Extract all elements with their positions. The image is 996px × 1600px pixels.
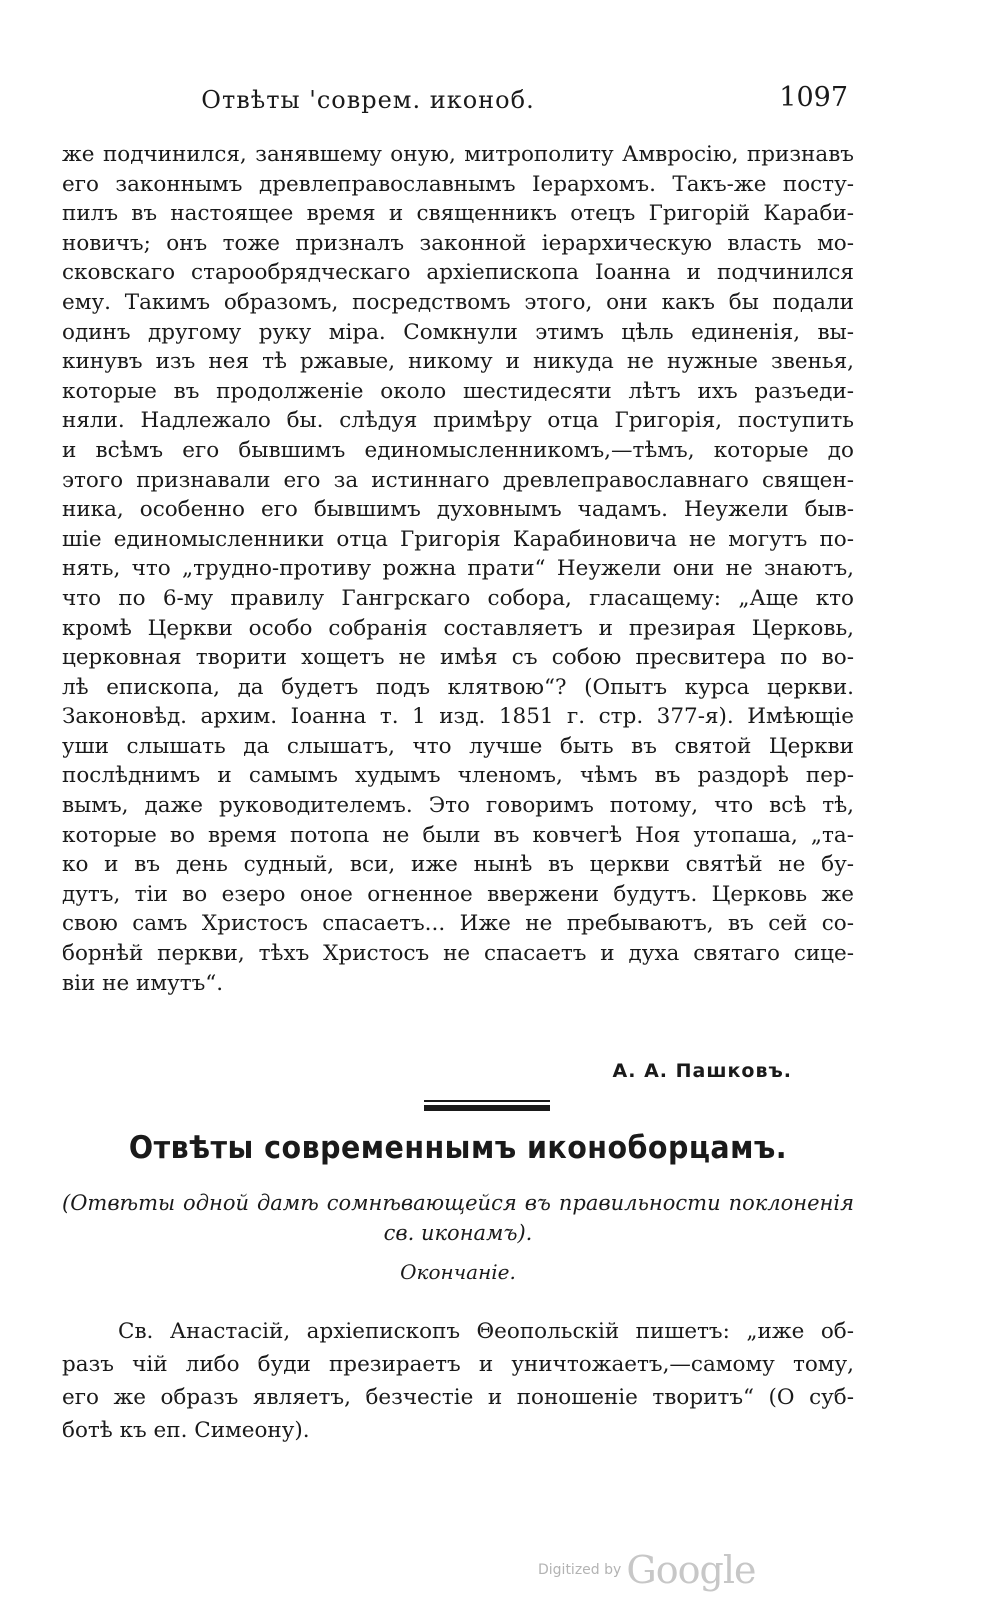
text-line: шіе единомысленники отца Григорія Карабиновича не могутъ по-	[62, 526, 854, 552]
text-line: кинувъ изъ нея тѣ ржавые, никому и никуда не нужные звенья,	[62, 349, 854, 375]
page-header	[62, 80, 854, 120]
text-line: віи не имутъ“.	[62, 970, 224, 996]
text-line: же подчинился, занявшему оную, митрополиту Амвросію, признавъ	[62, 142, 854, 167]
text-line: новичъ; онъ тоже призналъ законной іерархическую власть мо-	[62, 230, 854, 256]
text-line: его законнымъ древлеправославнымъ Іерархомъ. Такъ-же посту-	[62, 171, 854, 197]
text-line: уши слышать да слышатъ, что лучше быть въ святой Церкви	[62, 733, 854, 759]
text-line: свою самъ Христосъ спасаетъ... Иже не пребываютъ, въ сей со-	[62, 911, 854, 937]
watermark-prefix: Digitized by	[538, 1562, 622, 1578]
text-line: одинъ другому руку міра. Сомкнули этимъ цѣль единенія, вы-	[62, 319, 854, 345]
text-line: церковная творити хощетъ не имѣя съ собою пресвитера по во-	[62, 645, 854, 671]
text-line: ника, особенно его бывшимъ духовнымъ чадамъ. Неужели быв-	[62, 497, 854, 523]
section-subtitle	[62, 1188, 854, 1248]
watermark-brand: Google	[626, 1548, 756, 1592]
divider-thick-rule	[424, 1105, 550, 1111]
text-line: его же образъ являетъ, безчестіе и поношеніе творитъ“ (О суб-	[62, 1385, 854, 1410]
body-paragraph	[62, 1315, 854, 1447]
text-line: дутъ, тіи во езеро оное огненное ввержени будутъ. Церковь же	[62, 881, 854, 907]
text-line: нять, что „трудно-противу рожна прати“ Неужели они не знаютъ,	[62, 556, 854, 582]
divider-thin-rule	[424, 1100, 550, 1102]
subtitle-line: (Отвѣты одной дамѣ сомнѣвающейся въ правильности поклоненія	[62, 1191, 854, 1215]
text-line: ботѣ къ еп. Симеону).	[62, 1418, 310, 1443]
text-line: этого признавали его за истиннаго древлеправославнаго священ-	[62, 467, 854, 493]
continuation-label: Окончаніе.	[400, 1260, 516, 1284]
text-line: и всѣмъ его бывшимъ единомысленникомъ,—тѣмъ, которые до	[62, 437, 854, 463]
text-line: няли. Надлежало бы. слѣдуя примѣру отца Григорія, поступить	[62, 408, 854, 434]
text-line: что по 6-му правилу Гангрскаго собора, гласащему: „Аще кто	[62, 585, 854, 611]
section-title: Отвѣты современнымъ иконоборцамъ.	[128, 1130, 788, 1166]
body-paragraph	[62, 140, 854, 998]
text-line: лѣ епископа, да будетъ подъ клятвою“? (Опытъ курса церкви.	[62, 674, 854, 700]
text-line: борнѣй перкви, тѣхъ Христосъ не спасаетъ и духа святаго сице-	[62, 941, 854, 967]
text-line: Св. Анастасій, архіепископъ Θеопольскій пишетъ: „иже об-	[118, 1319, 854, 1344]
author-signature: А. А. Пашковъ.	[612, 1060, 792, 1082]
text-line: ему. Такимъ образомъ, посредствомъ этого, они какъ бы подали	[62, 289, 854, 315]
text-line: ко и въ день судный, вси, иже нынѣ въ церкви святѣй не бу-	[62, 852, 854, 878]
text-line: Законовѣд. архим. Іоанна т. 1 изд. 1851 г. стр. 377-я). Имѣющіе	[62, 704, 854, 730]
text-line: вымъ, даже руководителемъ. Это говоримъ потому, что всѣ тѣ,	[62, 793, 854, 819]
text-line: послѣднимъ и самымъ худымъ членомъ, чѣмъ въ раздорѣ пер-	[62, 763, 854, 789]
text-line: сковскаго старообрядческаго архіепископа Іоанна и подчинился	[62, 260, 854, 286]
page-number: 1097	[779, 82, 848, 113]
subtitle-line: св. иконамъ).	[383, 1221, 533, 1245]
text-line: разъ чій либо буди презираетъ и уничтожаетъ,—самому тому,	[62, 1352, 854, 1377]
text-line: которые въ продолженіе около шестидесяти лѣтъ ихъ разъеди-	[62, 378, 854, 404]
running-title: Отвѣты 'соврем. иконоб.	[201, 86, 535, 114]
text-line: которые во время потопа не были въ ковчегѣ Ноя утопаша, „та-	[62, 822, 854, 848]
section-divider	[424, 1100, 550, 1111]
text-line: пилъ въ настоящее время и священникъ отецъ Григорій Караби-	[62, 201, 854, 227]
digitization-watermark	[538, 1548, 755, 1592]
text-line: кромѣ Церкви особо собранія составляетъ и презирая Церковь,	[62, 615, 854, 641]
